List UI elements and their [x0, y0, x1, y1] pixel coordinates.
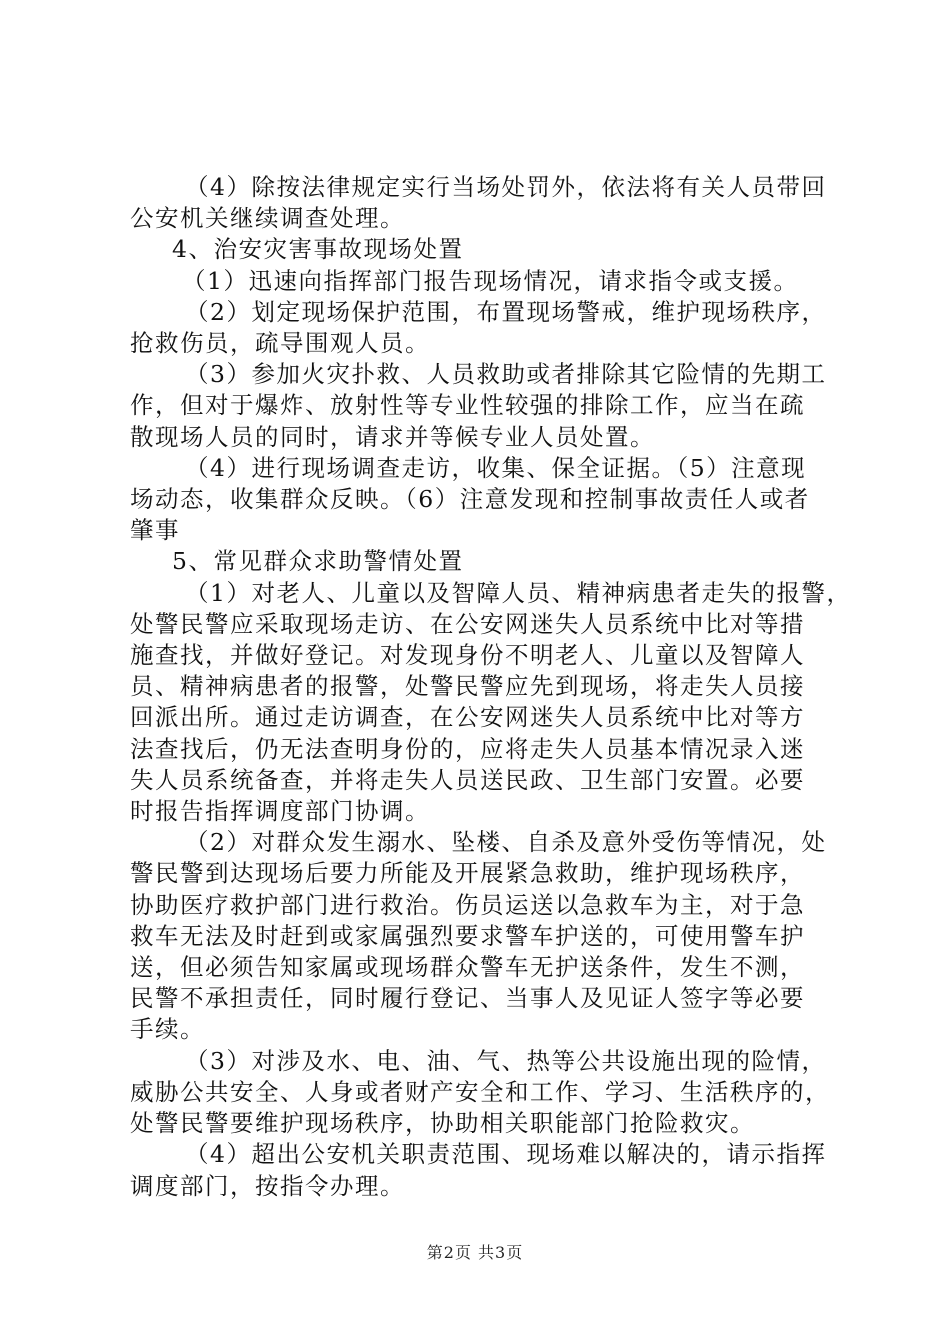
text-line: 民警不承担责任，同时履行登记、当事人及见证人签字等必要	[130, 984, 805, 1013]
text-line: 处警民警应采取现场走访、在公安网迷失人员系统中比对等措	[130, 609, 805, 638]
text-line: （2）对群众发生溺水、坠楼、自杀及意外受伤等情况，处	[185, 828, 827, 857]
text-line: 散现场人员的同时，请求并等候专业人员处置。	[130, 422, 655, 451]
text-line: 警民警到达现场后要力所能及开展紧急救助，维护现场秩序，	[130, 859, 805, 888]
text-line: 抢救伤员，疏导围观人员。	[130, 329, 430, 358]
text-line: 法查找后，仍无法查明身份的，应将走失人员基本情况录入迷	[130, 734, 805, 763]
text-line: 公安机关继续调查处理。	[130, 204, 405, 233]
text-line: 送，但必须告知家属或现场群众警车无护送条件，发生不测，	[130, 953, 805, 982]
text-line: 施查找，并做好登记。对发现身份不明老人、儿童以及智障人	[130, 641, 805, 670]
page-footer: 第2页 共3页	[426, 1243, 524, 1262]
text-line: 4、治安灾害事故现场处置	[172, 235, 464, 264]
text-line: 员、精神病患者的报警，处警民警应先到现场，将走失人员接	[130, 672, 805, 701]
text-line: 威胁公共安全、人身或者财产安全和工作、学习、生活秩序的，	[130, 1077, 830, 1106]
text-line: 场动态，收集群众反映。（6）注意发现和控制事故责任人或者	[130, 485, 810, 514]
text-line: 救车无法及时赶到或家属强烈要求警车护送的，可使用警车护	[130, 921, 805, 950]
text-line: 处警民警要维护现场秩序，协助相关职能部门抢险救灾。	[130, 1109, 755, 1138]
body-text	[130, 172, 852, 1202]
text-line: （3）参加火灾扑救、人员救助或者排除其它险情的先期工	[185, 360, 827, 389]
text-line: 作，但对于爆炸、放射性等专业性较强的排除工作，应当在疏	[130, 391, 805, 420]
text-line: （4）除按法律规定实行当场处罚外，依法将有关人员带回	[185, 173, 827, 201]
text-line: （1）对老人、儿童以及智障人员、精神病患者走失的报警，	[185, 578, 852, 607]
text-line: 时报告指挥调度部门协调。	[130, 797, 430, 826]
text-line: 肇事	[130, 516, 180, 545]
text-line: （1）迅速向指挥部门报告现场情况，请求指令或支援。	[182, 266, 799, 295]
text-line: 协助医疗救护部门进行救治。伤员运送以急救车为主，对于急	[130, 890, 805, 919]
text-line: （2）划定现场保护范围，布置现场警戒，维护现场秩序，	[185, 297, 827, 326]
text-line: 回派出所。通过走访调查，在公安网迷失人员系统中比对等方	[130, 703, 805, 732]
text-line: （3）对涉及水、电、油、气、热等公共设施出现的险情，	[185, 1046, 827, 1075]
text-line: 手续。	[130, 1015, 205, 1044]
document-body	[130, 172, 852, 1202]
text-line: （4）进行现场调查走访，收集、保全证据。（5）注意现	[185, 453, 807, 482]
text-line: 5、常见群众求助警情处置	[172, 547, 464, 576]
text-line: （4）超出公安机关职责范围、现场难以解决的，请示指挥	[185, 1140, 827, 1169]
text-line: 失人员系统备查，并将走失人员送民政、卫生部门安置。必要	[130, 765, 805, 794]
text-line: 调度部门，按指令办理。	[130, 1171, 405, 1200]
